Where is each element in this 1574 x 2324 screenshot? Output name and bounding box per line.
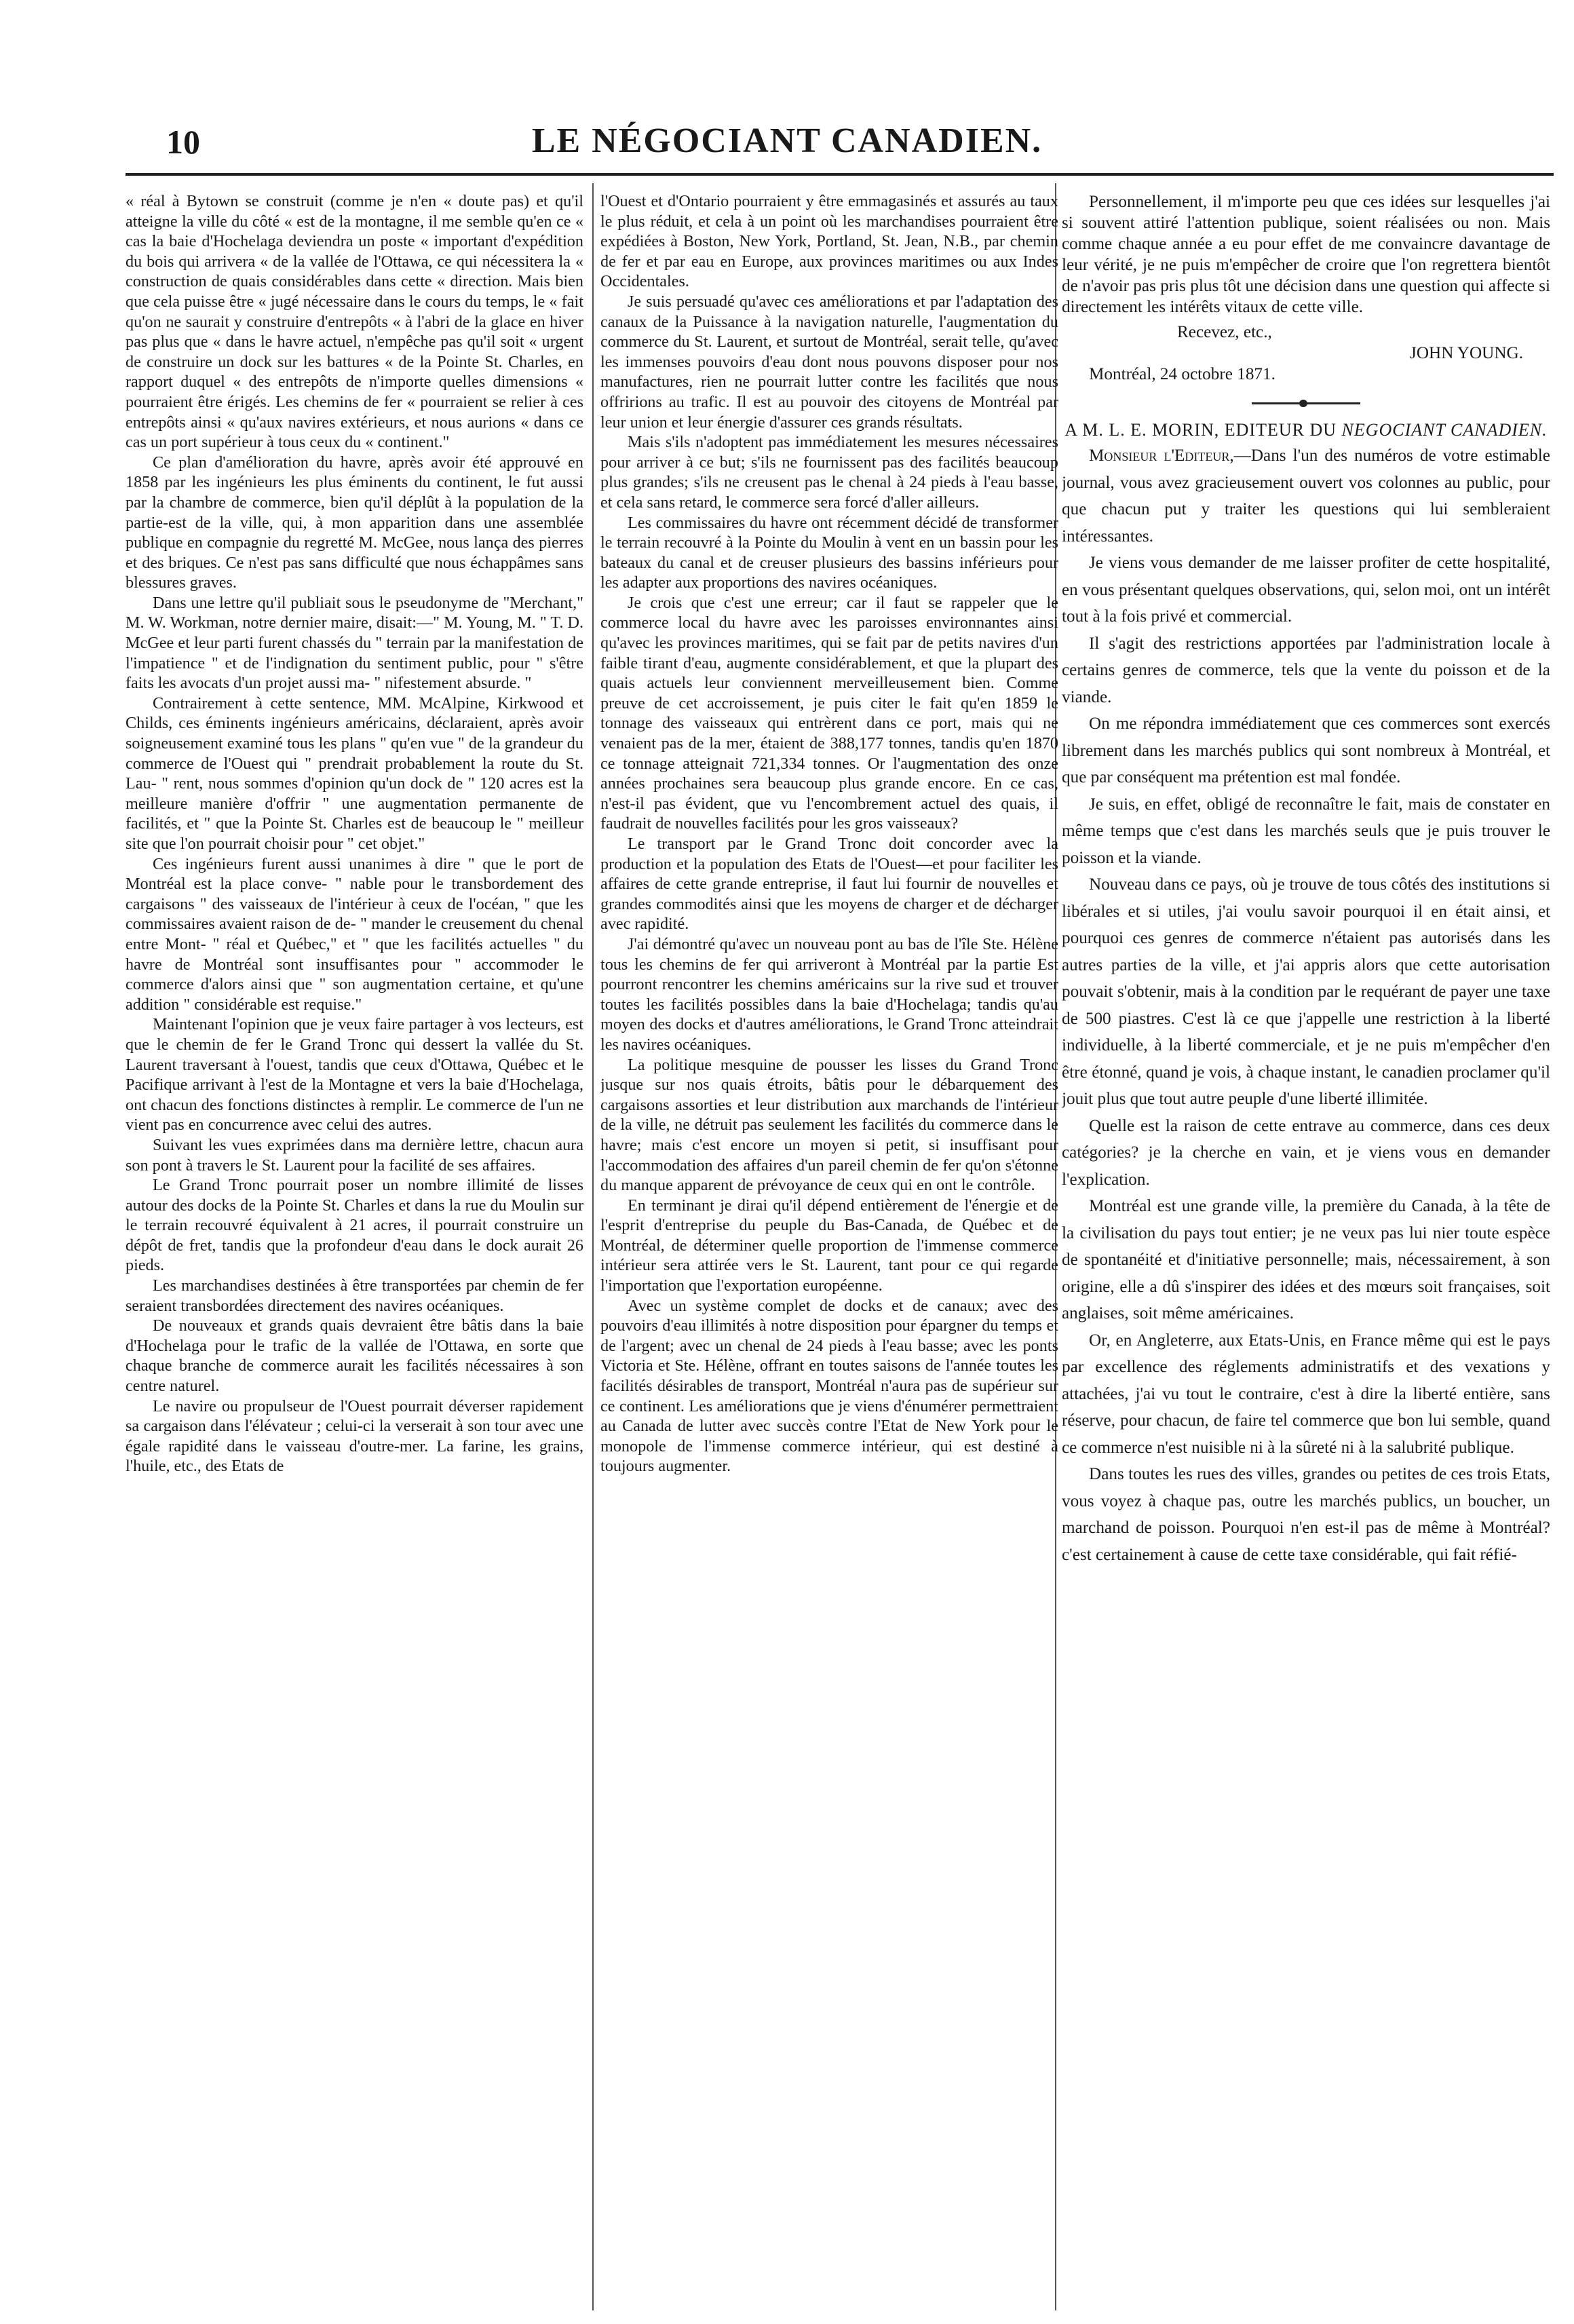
paragraph: Ces ingénieurs furent aussi unanimes à dire " que le port de Montréal est la place conve- " nable pour le transbordement des cargaisons " des vaisseaux de l'intérieur à ceux de l'océan, " que les commissaires avaient raison de de- " mander le creusement du chenal entre Mont- " réal et Québec," et " que les facilités actuelles " du havre de Montréal sont insuffisantes pour " accommoder le commerce d'alors ainsi que " son augmentation certaine, et qu'une addition " considérable est requise." (126, 854, 583, 1014)
paragraph: Personnellement, il m'importe peu que ces idées sur lesquelles j'ai si souvent attiré l'attention publique, soient réalisées ou non. Mais comme chaque année a eu pour effet de me convaincre davantage de leur vérité, je ne puis m'empêcher de croire que l'on regrettera bientôt de n'avoir pas pris plus tôt une décision dans une question qui affecte si directement les intérêts vitaux de cette ville. (1062, 193, 1550, 316)
page-number: 10 (166, 123, 200, 161)
paragraph: Le navire ou propulseur de l'Ouest pourrait déverser rapidement sa cargaison dans l'élévateur ; celui-ci la verserait à son tour avec une égale rapidité dans le vaisseau d'outre-mer. La farine, les grains, l'huile, etc., des Etats de (126, 1396, 583, 1476)
section-divider (1252, 402, 1360, 404)
paragraph: Je suis persuadé qu'avec ces améliorations et par l'adaptation des canaux de la Puissance à la navigation naturelle, l'augmentation du commerce du St. Laurent, et surtout de Montréal, serait telle, qu'avec les immenses pouvoirs d'eau dont nous pouvons disposer pour nos manufactures, rien ne pourrait lutter contre les facilités que nous offririons au trafic. Il est au pouvoir des citoyens de Montréal par leur union et leur énergie d'assurer ces grands résultats. (600, 292, 1058, 432)
newspaper-title: LE NÉGOCIANT CANADIEN. (531, 121, 1043, 160)
paragraph: Dans une lettre qu'il publiait sous le pseudonyme de "Merchant," M. W. Workman, notre dernier maire, disait:—" M. Young, M. " T. D. McGee et leur parti furent chassés du " terrain par la manifestation de l'impatience " et de l'indignation du sentiment public, pour " s'être faits les avocats d'un projet aussi ma- " nifestement absurde. " (126, 593, 583, 693)
paragraph: J'ai démontré qu'avec un nouveau pont au bas de l'île Ste. Hélène tous les chemins de fer qui arriveront à Montréal par la partie Est pourront rencontrer les chemins américains sur la rive sud et trouver toutes les facilités possibles dans la baie d'Hochelaga; tandis qu'au moyen des docks et d'autres améliorations, le Grand Tronc atteindrait les navires océaniques. (600, 934, 1058, 1054)
paragraph: Je crois que c'est une erreur; car il faut se rappeler que le commerce local du havre avec les paroisses environnantes ainsi qu'avec les provinces maritimes, qui se fait par de petits navires d'un faible tirant d'eau, augmente considérablement, et que la plupart des quais actuels leur conviennent merveilleusement bien. Comme preuve de cet accroissement, je puis citer le fait qu'en 1859 le tonnage des vaisseaux qui entrèrent dans ce port, mais qui ne venaient pas de la mer, étaient de 388,177 tonnes, tandis qu'en 1870 ce tonnage atteignait 721,334 tonnes. Or l'augmentation des onze années prochaines sera beaucoup plus grande encore. En ce cas, n'est-il pas évident, que vu l'encombrement actuel des quais, il faudrait de nouvelles facilités pour les gros vaisseaux? (600, 593, 1058, 833)
paragraph: Ce plan d'amélioration du havre, après avoir été approuvé en 1858 par les ingénieurs les plus éminents du continent, le fut aussi par la chambre de commerce, bien qu'il déplût à la population de la partie-est de la ville, qui, à mon apparition dans une assemblée publique en compagnie du regretté M. McGee, nous lança des pierres et des briques. Ce n'est pas sans difficulté que nous échappâmes sans blessures graves. (126, 453, 583, 592)
paragraph: Les marchandises destinées à être transportées par chemin de fer seraient transbordées directement des navires océaniques. (126, 1276, 583, 1315)
valediction: Recevez, etc., (1177, 323, 1272, 341)
paragraph: Dans toutes les rues des villes, grandes ou petites de ces trois Etats, vous voyez à chaque pas, outre les marchés publics, un boucher, un marchand de poisson. Pourquoi n'en est-il pas de même à Montréal? c'est certainement à cause de cette taxe considérable, qui fait réfié- (1062, 1465, 1550, 1564)
paragraph: Le Grand Tronc pourrait poser un nombre illimité de lisses autour des docks de la Pointe St. Charles et dans la rue du Moulin sur le terrain recouvré équivalent à 21 acres, il pourrait construire un dépôt de fret, tandis que la profondeur d'eau dans le dock aurait 26 pieds. (126, 1176, 583, 1275)
paragraph: Nouveau dans ce pays, où je trouve de tous côtés des institutions si libérales et si utiles, j'ai voulu savoir pourquoi il en était ainsi, et pourquoi ces genres de commerce n'étaient pas autorisés dans les autres parties de la ville, et j'ai appris alors que cette autorisation pouvait s'obtenir, mais à la condition par le requérant de payer une taxe de 500 piastres. C'est là ce que j'appelle une restriction à la liberté individuelle, à la liberté commerciale, et je ne puis m'empêcher d'en être étonné, quand je vois, à chaque instant, le canadien proclamer qu'il jouit plus que tout autre peuple d'une liberté illimitée. (1062, 875, 1550, 1108)
paragraph-text: —Dans l'un des numéros de votre estimable journal, vous avez gracieusement ouvert vos colonnes au public, pour que chacun put y traiter les questions qui lui sembleraient intéressantes. (1062, 446, 1550, 546)
paragraph: En terminant je dirai qu'il dépend entièrement de l'énergie et de l'esprit d'entreprise du peuple du Bas-Canada, de Québec et de Montréal, de déterminer quelle proportion de l'immense commerce intérieur sera attirée vers le St. Laurent, tant pour ce qui regarde l'importation que l'exportation européenne. (600, 1196, 1058, 1295)
article-column-1 (126, 191, 583, 2298)
paragraph: Je viens vous demander de me laisser profiter de cette hospitalité, en vous présentant quelques observations, qui, selon moi, ont un intérêt tout à la fois privé et commercial. (1062, 554, 1550, 626)
salutation: Monsieur l'Editeur, (1089, 446, 1234, 465)
paragraph: Maintenant l'opinion que je veux faire partager à vos lecteurs, est que le chemin de fer le Grand Tronc qui dessert la vallée du St. Laurent traversant à l'ouest, tandis que ceux d'Ottawa, Québec et le Pacifique arrivant à l'est de la Montagne et vers la baie d'Hochelaga, ont chacun des fonctions distinctes à remplir. Le commerce de l'un ne vient pas en concurrence avec celui des autres. (126, 1015, 583, 1135)
signature: JOHN YOUNG. (1410, 344, 1523, 362)
paragraph: l'Ouest et d'Ontario pourraient y être emmagasinés et assurés au taux le plus réduit, et cela à un point où les marchandises pourraient être expédiées à Boston, New York, Portland, St. Jean, N.B., par chemin de fer et par eau en Europe, aux provinces maritimes ou aux Indes Occidentales. (600, 192, 1058, 291)
paragraph: Mais s'ils n'adoptent pas immédiatement les mesures nécessaires pour arriver à ce but; s'ils ne fournissent pas des facilités beaucoup plus grandes; s'ils ne creusent pas le chenal à 24 pieds à l'eau basse, et cela sans retard, le commerce sera forcé d'aller ailleurs. (600, 433, 1058, 512)
paragraph (1062, 442, 1550, 550)
paragraph: Les commissaires du havre ont récemment décidé de transformer le terrain recouvré à la Pointe du Moulin à vent en un bassin pour les bateaux du canal et de creuser plusieurs des bassins inférieurs pour les adapter aux proportions des navires océaniques. (600, 513, 1058, 592)
paragraph: On me répondra immédiatement que ces commerces sont exercés librement dans les marchés publics qui sont nombreux à Montréal, et que par conséquent ma prétention est mal fondée. (1062, 715, 1550, 786)
page-header (0, 0, 1574, 183)
headline-publication: NEGOCIANT CANADIEN. (1341, 420, 1548, 440)
paragraph: Suivant les vues exprimées dans ma dernière lettre, chacun aura son pont à travers le St. Laurent pour la facilité de ses affaires. (126, 1135, 583, 1175)
paragraph: Quelle est la raison de cette entrave au commerce, dans ces deux catégories? je la cherche en vain, et je viens vous en demander l'explication. (1062, 1116, 1550, 1189)
headline-text: A M. L. E. MORIN, EDITEUR DU (1064, 420, 1342, 440)
paragraph: Il s'agit des restrictions apportées par l'administration locale à certains genres de commerce, tels que la vente du poisson et de la viande. (1062, 634, 1550, 706)
dateline: Montréal, 24 octobre 1871. (1089, 365, 1275, 383)
paragraph: Or, en Angleterre, aux Etats-Unis, en France même qui est le pays par excellence des réglements administratifs et des vexations y attachées, j'ai vu tout le contraire, c'est à dire la liberté entière, sans réserve, pour chacun, de faire tel commerce que bon lui semble, quand ce commerce n'est nuisible ni à la sûreté ni à la salubrité publique. (1062, 1331, 1550, 1457)
paragraph: Montréal est une grande ville, la première du Canada, à la tête de la civilisation du pays tout entier; je ne veux pas lui nier toute espèce de spontanéité et d'initiative personnelle; mais, nécessairement, à son origine, elle a dû s'inspirer des idées et des mœurs soit françaises, soit anglaises, soit même américaines. (1062, 1197, 1550, 1322)
header-rule (126, 173, 1554, 176)
paragraph: De nouveaux et grands quais devraient être bâtis dans la baie d'Hochelaga pour le trafic de la vallée de l'Ottawa, en sorte que chaque branche de commerce aurait les facilités nécessaires à son centre naturel. (126, 1316, 583, 1396)
letter-headline (1062, 418, 1550, 442)
column-divider (592, 183, 594, 2310)
paragraph: Avec un système complet de docks et de canaux; avec des pouvoirs d'eau illimités à notre disposition pour épargner du temps et de l'argent; avec un chenal de 24 pieds à l'eau basse; avec les ponts Victoria et Ste. Hélène, offrant en toutes saisons de l'année toutes les facilités désirables de transport, Montréal n'aura pas de supérieur sur ce continent. Les améliorations que je viens d'énumérer permettraient au Canada de lutter avec succès contre l'Etat de New York pour le monopole de l'immense commerce intérieur, qui est destiné à toujours augmenter. (600, 1296, 1058, 1476)
paragraph: Contrairement à cette sentence, MM. McAlpine, Kirkwood et Childs, ces éminents ingénieurs américains, déclaraient, après avoir soigneusement examiné tous les plans " qu'en vue " de la grandeur du commerce de l'Ouest qui " prendrait probablement la route du St. Lau- " rent, nous sommes d'opinion qu'un dock de " 120 acres est la meilleure manière d'offrir " une augmentation permanente de facilités, et " que la Pointe St. Charles est de beaucoup le " meilleur site que l'on pourrait choisir pour " cet objet." (126, 693, 583, 853)
paragraph: Le transport par le Grand Tronc doit concorder avec la production et la population des Etats de l'Ouest—et pour faciliter les affaires de cette grande entreprise, il faut lui fournir de nouvelles et grandes commodités ainsi que les moyens de charger et de décharger avec rapidité. (600, 835, 1058, 934)
paragraph: Je suis, en effet, obligé de reconnaître le fait, mais de constater en même temps que c'est dans les marchés seuls que je puis trouver le poisson et la viande. (1062, 795, 1550, 867)
paragraph: « réal à Bytown se construit (comme je n'en « doute pas) et qu'il atteigne la ville du côté « est de la montagne, il me semble qu'en ce « cas la baie d'Hochelaga deviendra un poste « important d'expédition du bois qui arrivera « de la vallée de l'Ottawa, ce qui nécessitera la « construction de quais considérables dans cette « direction. Mais bien que cela puisse être « jugé nécessaire dans le cours du temps, le « fait qu'on ne saurait y construire d'entrepôts « à l'abri de la glace en hiver pas plus que « dans le havre actuel, n'empêche pas qu'il soit « urgent de construire un dock sur les battures « de la Pointe St. Charles, en rapport duquel « des entrepôts de n'importe quelles dimensions « pourraient être érigés. Les chemins de fer « pourraient se relier à ces entrepôts ainsi « qu'aux navires extérieurs, et nous aurions « dans ce cas un port supérieur à tous ceux du « continent." (126, 192, 583, 452)
article-column-3 (1062, 191, 1550, 2298)
article-column-2 (600, 191, 1058, 2298)
paragraph: La politique mesquine de pousser les lisses du Grand Tronc jusque sur nos quais étroits, bâtis pour le débarquement des cargaisons assorties et leur distribution aux marchands de l'intérieur de la ville, ne détruit pas seulement les facilités du commerce dans le havre; mais c'est encore un moyen si petit, si insuffisant pour l'accommodation des affaires d'un pareil chemin de fer qu'on s'étonne du manque apparent de prévoyance de ceux qui en ont le contrôle. (600, 1055, 1058, 1195)
